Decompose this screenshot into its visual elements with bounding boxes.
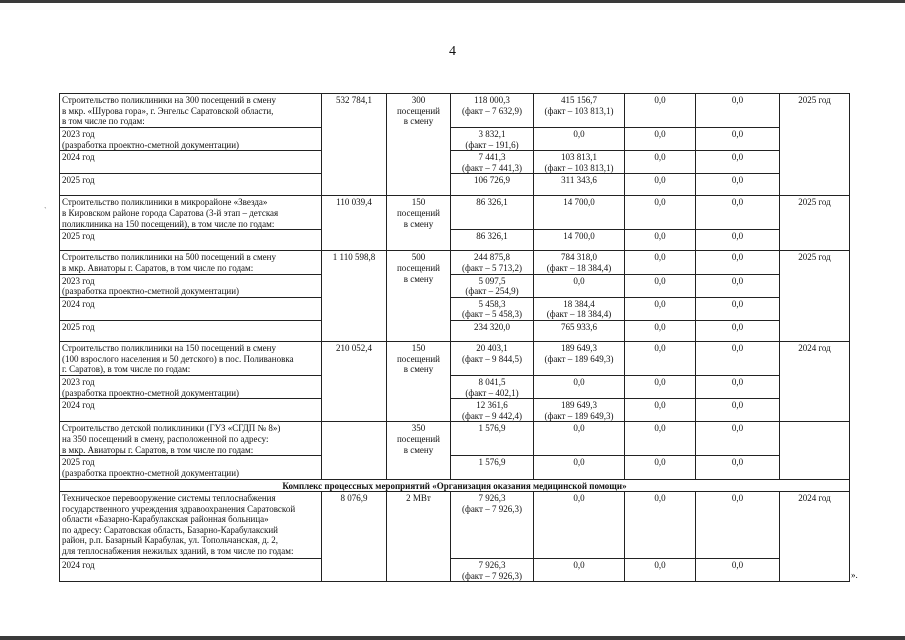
closing-quote: ». (851, 570, 858, 580)
object-capacity-line: посещений (396, 207, 440, 218)
year-value-col-2-line: 765 933,6 (561, 321, 597, 332)
year-label (60, 151, 322, 174)
value-col-3: 0,0 (625, 422, 696, 456)
year-value-col-1 (451, 151, 534, 174)
object-capacity-line: посещений (396, 433, 440, 444)
object-name-line: в мкр. «Шурова гора», г. Энгельс Саратовской области, (62, 105, 274, 116)
year-value-col-2-line: (факт – 103 813,1) (544, 162, 614, 173)
object-capacity (387, 251, 451, 342)
value-col-2-line: (факт – 103 813,1) (544, 105, 614, 116)
year-label-line: 2024 год (62, 560, 95, 571)
year-label-line: 2023 год (62, 275, 95, 286)
year-label-line: 2025 год (62, 231, 95, 242)
year-value-col-1-line: 8 041,5 (478, 376, 506, 387)
object-name-line: Строительство поликлиники на 300 посещений в смену (62, 95, 276, 105)
year-value-col-2-line: 0,0 (573, 275, 585, 286)
value-col-2 (534, 251, 625, 274)
object-capacity (387, 422, 451, 479)
year-value-col-1-line: 234 320,0 (474, 321, 510, 332)
object-name-line: Строительство поликлиники в микрорайоне «Звезда» (62, 197, 268, 208)
scan-top-edge (0, 0, 905, 3)
table-row-year (60, 174, 850, 196)
value-col-1-line: 244 875,8 (474, 252, 510, 263)
program-table (59, 93, 850, 582)
object-name-line: (100 взрослого населения и 50 детского) в пос. Поливановка (62, 353, 294, 364)
year-value-col-4: 0,0 (696, 559, 780, 582)
year-value-col-3: 0,0 (625, 399, 696, 422)
year-label (60, 375, 322, 398)
object-name (60, 94, 322, 128)
object-name-line: Техническое перевооружение системы теплоснабжения (62, 493, 276, 504)
year-label (60, 320, 322, 341)
table-row-year (60, 297, 850, 320)
year-value-col-1-line: 3 832,1 (478, 129, 506, 139)
year-label (60, 128, 322, 151)
value-col-2 (534, 341, 625, 375)
object-capacity-line: посещений (396, 353, 440, 364)
year-label (60, 297, 322, 320)
value-col-1-line: (факт – 7 632,9) (461, 105, 522, 116)
year-value-col-3: 0,0 (625, 559, 696, 582)
year-value-col-3: 0,0 (625, 375, 696, 398)
year-value-col-1-line: (факт – 191,6) (465, 139, 519, 150)
year-value-col-2 (534, 456, 625, 479)
object-cost: 1 110 598,8 (322, 251, 387, 342)
object-name-line: Строительство детской поликлиники (ГУЗ «СГДП № 8») (62, 423, 281, 434)
object-name-line: по адресу: Саратовская область, Базарно-Карабулакский (62, 524, 278, 535)
year-value-col-2-line: 0,0 (573, 457, 585, 468)
year-value-col-1 (451, 559, 534, 582)
year-value-col-1-line: (факт – 7 441,3) (461, 162, 522, 173)
year-label-line: 2024 год (62, 152, 95, 163)
object-capacity-line: 500 (411, 252, 426, 263)
year-value-col-2 (534, 559, 625, 582)
year-label (60, 274, 322, 297)
object-capacity-line: посещений (396, 262, 440, 273)
completion-year (780, 422, 850, 479)
table-row-year (60, 320, 850, 341)
object-name-line: государственного учреждения здравоохранения Саратовской (62, 503, 296, 514)
object-capacity-line: посещений (396, 105, 440, 116)
year-label-line: 2025 год (62, 175, 95, 186)
value-col-2-line: 784 318,0 (561, 252, 597, 263)
value-col-1 (451, 341, 534, 375)
year-label-line: 2025 год (62, 321, 95, 332)
value-col-1-line: (факт – 7 926,3) (461, 503, 522, 514)
year-value-col-1-line: 7 926,3 (478, 560, 506, 571)
year-value-col-2 (534, 297, 625, 320)
year-value-col-1-line: 1 576,9 (478, 457, 506, 468)
year-value-col-4: 0,0 (696, 297, 780, 320)
table-row-year (60, 559, 850, 582)
object-cost: 110 039,4 (322, 196, 387, 251)
year-value-col-3: 0,0 (625, 274, 696, 297)
year-value-col-4: 0,0 (696, 274, 780, 297)
table-row (60, 251, 850, 274)
year-label-line: (разработка проектно-сметной документации) (62, 387, 240, 398)
table-row (60, 196, 850, 230)
value-col-2-line: 189 649,3 (561, 342, 597, 353)
year-value-col-1-line: 12 361,6 (476, 400, 508, 411)
year-value-col-1-line: 86 326,1 (476, 231, 508, 242)
year-value-col-4: 0,0 (696, 320, 780, 341)
year-value-col-1 (451, 128, 534, 151)
table-row-year (60, 375, 850, 398)
year-value-col-3: 0,0 (625, 174, 696, 196)
value-col-1 (451, 94, 534, 128)
year-value-col-2 (534, 151, 625, 174)
table-row-year (60, 230, 850, 251)
object-name (60, 492, 322, 559)
value-col-4: 0,0 (696, 422, 780, 456)
year-value-col-1-line: (факт – 9 442,4) (461, 410, 522, 421)
object-capacity-line: в смену (403, 364, 434, 375)
year-value-col-2-line: 0,0 (573, 560, 585, 571)
completion-year: 2025 год (780, 196, 850, 251)
year-value-col-4: 0,0 (696, 375, 780, 398)
year-value-col-2-line: 18 384,4 (563, 298, 595, 309)
year-label-line: 2023 год (62, 376, 95, 387)
year-value-col-4: 0,0 (696, 174, 780, 196)
object-name-line: Строительство поликлиники на 150 посещений в смену (62, 342, 276, 353)
year-value-col-4: 0,0 (696, 456, 780, 479)
year-label (60, 456, 322, 479)
value-col-2 (534, 196, 625, 230)
object-capacity-line: в смену (403, 444, 434, 455)
year-value-col-2 (534, 128, 625, 151)
value-col-2 (534, 94, 625, 128)
table-row-year (60, 128, 850, 151)
value-col-3: 0,0 (625, 94, 696, 128)
section-row (60, 479, 850, 492)
object-capacity-line: 150 (411, 197, 426, 208)
object-capacity (387, 94, 451, 196)
year-value-col-3: 0,0 (625, 151, 696, 174)
year-label-line: 2023 год (62, 129, 95, 139)
object-name (60, 341, 322, 375)
year-label-line: (разработка проектно-сметной документации) (62, 139, 240, 150)
object-name-line: в том числе по годам: (62, 116, 145, 127)
value-col-2-line: 415 156,7 (561, 95, 597, 105)
year-value-col-2 (534, 320, 625, 341)
year-value-col-1-line: 5 458,3 (478, 298, 506, 309)
value-col-3: 0,0 (625, 196, 696, 230)
table-row (60, 94, 850, 128)
object-name-line: для теплоснабжения нежилых зданий, в том числе по годам: (62, 546, 294, 557)
object-name-line: в мкр. Авиаторы г. Саратов, в том числе по годам: (62, 262, 254, 273)
value-col-1 (451, 492, 534, 559)
value-col-3: 0,0 (625, 492, 696, 559)
table-row-year (60, 151, 850, 174)
object-name-line: Строительство поликлиники на 500 посещений в смену (62, 252, 276, 263)
year-value-col-1 (451, 375, 534, 398)
value-col-1-line: 118 000,3 (474, 95, 510, 105)
year-value-col-2 (534, 375, 625, 398)
value-col-1-line: 20 403,1 (476, 342, 508, 353)
year-value-col-4: 0,0 (696, 151, 780, 174)
table-row-year (60, 274, 850, 297)
object-name-line: район, р.п. Базарный Карабулак, ул. Топольчанская, д. 2, (62, 535, 278, 546)
year-value-col-1-line: 106 726,9 (474, 175, 510, 186)
year-value-col-1 (451, 399, 534, 422)
year-value-col-1 (451, 274, 534, 297)
object-name-line: поликлиника на 150 посещений), в том числе по годам: (62, 218, 275, 229)
year-value-col-2-line: 189 649,3 (561, 400, 597, 411)
value-col-1 (451, 251, 534, 274)
year-value-col-3: 0,0 (625, 297, 696, 320)
value-col-4: 0,0 (696, 341, 780, 375)
object-name-line: в Кировском районе города Саратова (3-й этап – детская (62, 207, 279, 218)
page-number: 4 (449, 44, 456, 59)
completion-year: 2025 год (780, 251, 850, 342)
scan-bottom-edge (0, 636, 905, 640)
object-name-line: области «Базарно-Карабулакская районная больница» (62, 514, 269, 525)
year-value-col-1-line: (факт – 7 926,3) (461, 570, 522, 581)
completion-year: 2024 год (780, 492, 850, 582)
object-name-line: на 350 посещений в смену, расположенной по адресу: (62, 433, 269, 444)
object-capacity (387, 196, 451, 251)
value-col-3: 0,0 (625, 341, 696, 375)
year-value-col-2-line: 103 813,1 (561, 152, 597, 163)
object-capacity-line: в смену (403, 273, 434, 284)
year-label-line: 2025 год (62, 457, 95, 468)
value-col-1-line: 1 576,9 (478, 423, 506, 434)
object-name (60, 251, 322, 274)
value-col-2-line: 14 700,0 (563, 197, 595, 208)
year-value-col-3: 0,0 (625, 230, 696, 251)
year-value-col-3: 0,0 (625, 320, 696, 341)
year-value-col-1-line: (факт – 254,9) (465, 286, 519, 297)
year-value-col-4: 0,0 (696, 128, 780, 151)
year-label (60, 174, 322, 196)
year-value-col-1-line: (факт – 5 458,3) (461, 309, 522, 320)
year-value-col-1-line: (факт – 402,1) (465, 387, 519, 398)
section-title: Комплекс процессных мероприятий «Организация оказания медицинской помощи» (60, 479, 850, 492)
table-row-year (60, 399, 850, 422)
value-col-1-line: 86 326,1 (476, 197, 508, 208)
year-value-col-4: 0,0 (696, 399, 780, 422)
value-col-4: 0,0 (696, 492, 780, 559)
value-col-2-line: (факт – 18 384,4) (546, 262, 612, 273)
year-value-col-3: 0,0 (625, 128, 696, 151)
year-value-col-1 (451, 297, 534, 320)
year-value-col-1 (451, 230, 534, 251)
object-capacity (387, 341, 451, 421)
value-col-4: 0,0 (696, 94, 780, 128)
object-name (60, 422, 322, 456)
table-row (60, 422, 850, 456)
year-label-line: 2024 год (62, 400, 95, 411)
object-capacity-line: 150 (411, 342, 426, 353)
year-value-col-2-line: (факт – 189 649,3) (544, 410, 614, 421)
year-value-col-2-line: 0,0 (573, 129, 585, 139)
object-cost (322, 422, 387, 479)
year-value-col-2 (534, 274, 625, 297)
completion-year: 2025 год (780, 94, 850, 196)
value-col-4: 0,0 (696, 251, 780, 274)
object-capacity-line: в смену (403, 218, 434, 229)
year-value-col-2 (534, 174, 625, 196)
year-label-line: 2024 год (62, 298, 95, 309)
value-col-2-line: 0,0 (573, 493, 585, 504)
object-capacity-line: в смену (403, 116, 434, 127)
object-name-line: в мкр. Авиаторы г. Саратов, в том числе по годам: (62, 444, 254, 455)
year-value-col-2 (534, 399, 625, 422)
value-col-1-line: (факт – 5 713,2) (461, 262, 522, 273)
table-body (60, 94, 850, 582)
object-name-line: г. Саратов), в том числе по годам: (62, 364, 191, 375)
value-col-4: 0,0 (696, 196, 780, 230)
object-capacity-line: 350 (411, 423, 426, 434)
year-label (60, 399, 322, 422)
year-value-col-4: 0,0 (696, 230, 780, 251)
object-name (60, 196, 322, 230)
object-capacity-line: 300 (411, 95, 426, 105)
object-capacity-line: 2 МВт (406, 493, 431, 504)
value-col-1 (451, 422, 534, 456)
value-col-2-line: (факт – 189 649,3) (544, 353, 614, 364)
object-cost: 532 784,1 (322, 94, 387, 196)
value-col-3: 0,0 (625, 251, 696, 274)
value-col-2 (534, 422, 625, 456)
year-label-line: (разработка проектно-сметной документации) (62, 467, 240, 478)
year-label (60, 559, 322, 582)
year-value-col-1 (451, 456, 534, 479)
year-value-col-2-line: 311 343,6 (561, 175, 597, 186)
table-row (60, 341, 850, 375)
object-capacity (387, 492, 451, 582)
year-value-col-2 (534, 230, 625, 251)
year-value-col-2-line: (факт – 18 384,4) (546, 309, 612, 320)
year-value-col-1-line: 5 097,5 (478, 275, 506, 286)
year-value-col-1-line: 7 441,3 (478, 152, 506, 163)
value-col-1-line: 7 926,3 (478, 493, 506, 504)
year-value-col-3: 0,0 (625, 456, 696, 479)
value-col-1 (451, 196, 534, 230)
value-col-2-line: 0,0 (573, 423, 585, 434)
year-value-col-2-line: 0,0 (573, 376, 585, 387)
stray-mark: ` (44, 206, 47, 215)
year-value-col-1 (451, 320, 534, 341)
object-cost: 8 076,9 (322, 492, 387, 582)
completion-year: 2024 год (780, 341, 850, 421)
value-col-1-line: (факт – 9 844,5) (461, 353, 522, 364)
year-value-col-1 (451, 174, 534, 196)
value-col-2 (534, 492, 625, 559)
year-label (60, 230, 322, 251)
year-label-line: (разработка проектно-сметной документации) (62, 286, 240, 297)
table-row (60, 492, 850, 559)
object-cost: 210 052,4 (322, 341, 387, 421)
year-value-col-2-line: 14 700,0 (563, 231, 595, 242)
table-row-year (60, 456, 850, 479)
